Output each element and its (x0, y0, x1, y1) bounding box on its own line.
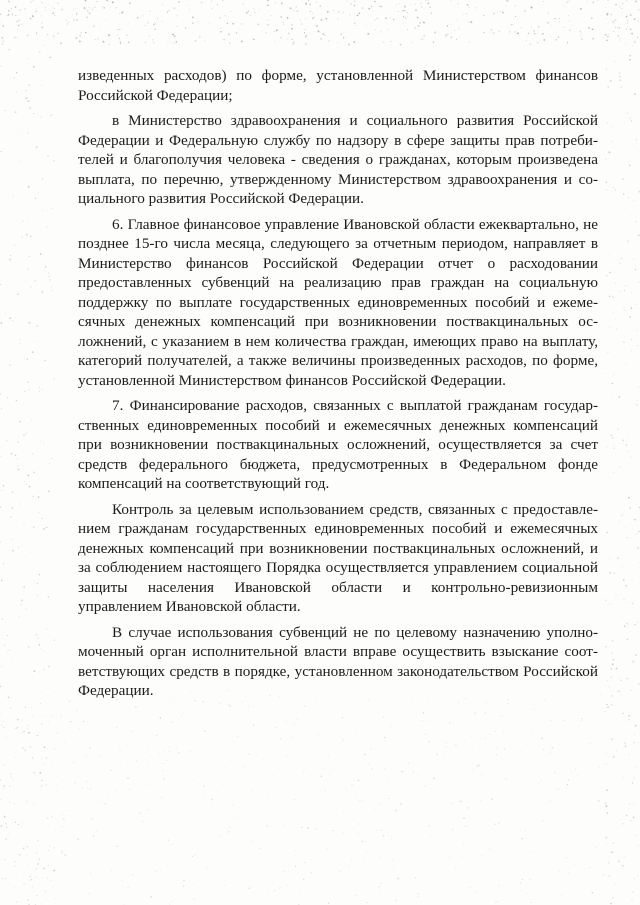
paragraph-control: Контроль за целевым использованием средств, связанных с предоставлением гражданам государственных единовременных пособий и ежемесячных денежных компенсаций при возникновении поствакцинальных осложнений, и за соблюдением настоящего Порядка осуществляется управлением социальной защиты населения Ивановской области и контрольно-ревизионным управлением Ивановской области. (78, 500, 598, 615)
paragraph-item-6: 6. Главное финансовое управление Ивановской области ежеквартально, не позднее 15-го числа месяца, следующего за отчетным периодом, направляет в Министерство финансов Российской Федерации отчет о расходовании предоставленных субвенций на реализацию прав граждан на социальную поддержку по выплате государственных единовременных пособий и ежемесячных денежных компенсаций при возникновении поствакцинальных осложнений, с указанием в нем количества граждан, имеющих право на выплату, категорий получателей, а также величины произведенных расходов, по форме, установленной Министерством финансов Российской Федерации. (78, 215, 598, 389)
paragraph-misuse: В случае использования субвенций не по целевому назначению уполномоченный орган исполнительной власти вправе осуществить взыскание соответствующих средств в порядке, установленном законодательством Российской Федерации. (78, 623, 598, 699)
paragraph-continued: изведенных расходов) по форме, установленной Министерством финансов Российской Федерации; (78, 67, 598, 104)
document-body (78, 66, 598, 707)
paragraph-item-7: 7. Финансирование расходов, связанных с выплатой гражданам государственных единовременных пособий и ежемесячных денежных компенсаций при возникновении поствакцинальных осложнений, осуществляется за счет средств федерального бюджета, предусмотренных в Федеральном фонде компенсаций на соответствующий год. (78, 397, 598, 492)
paragraph-health-ministry: в Министерство здравоохранения и социального развития Российской Федерации и Федеральную службу по надзору в сфере защиты прав потребителей и благополучия человека - сведения о гражданах, которым произведена выплата, по перечню, утвержденному Министерством здравоохранения и социального развития Российской Федерации. (78, 112, 598, 207)
